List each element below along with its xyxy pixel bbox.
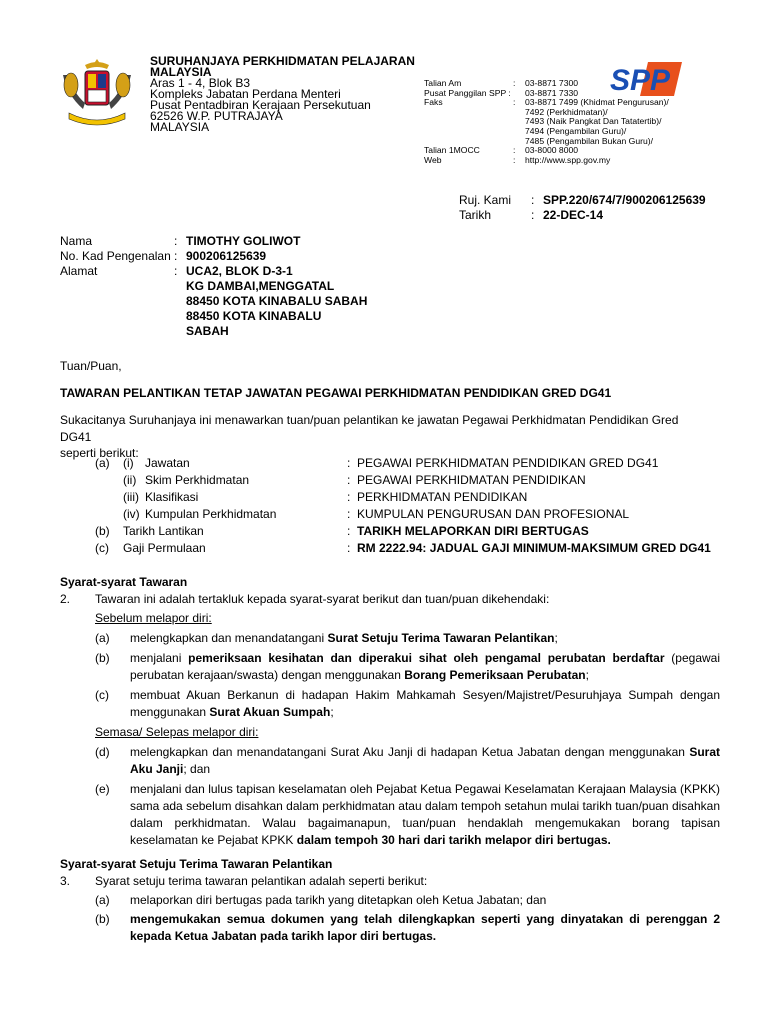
detail-letter: (a) bbox=[95, 456, 110, 470]
colon: : bbox=[174, 234, 178, 248]
address-line: KG DAMBAI,MENGGATAL bbox=[186, 279, 335, 293]
detail-roman: (i) bbox=[123, 456, 134, 470]
detail-roman: (ii) bbox=[123, 473, 137, 487]
list-item bbox=[95, 744, 720, 778]
item-text: membuat Akuan Berkanun di hadapan Hakim Mahkamah Sesyen/Majistret/Pesuruhjaya Sumpah dengan menggunakan Surat Akuan Sumpah; bbox=[130, 688, 720, 719]
contact-value: 03-8000 8000 bbox=[525, 145, 579, 156]
contact-label bbox=[424, 108, 513, 118]
recipient-row bbox=[60, 294, 367, 309]
contact-label bbox=[424, 117, 513, 127]
contact-value: 7493 (Naik Pangkat Dan Tatatertib)/ bbox=[525, 116, 662, 127]
colon: : bbox=[347, 490, 351, 504]
contact-value: 7485 (Pengambilan Bukan Guru)/ bbox=[525, 135, 654, 146]
colon: : bbox=[174, 249, 178, 263]
recipient-name: TIMOTHY GOLIWOT bbox=[186, 234, 301, 248]
organisation-block bbox=[150, 56, 415, 133]
contact-value: 03-8871 7300 bbox=[525, 78, 579, 88]
item-text: menjalani pemeriksaan kesihatan dan diperakui sihat oleh pengamal perubatan berdaftar (pegawai perubatan kerajaan/swasta) dengan menggunakan Borang Pemeriksaan Perubatan; bbox=[130, 651, 721, 682]
colon: : bbox=[347, 456, 351, 470]
recipient-row bbox=[60, 279, 367, 294]
item-text: mengemukakan semua dokumen yang telah dilengkapkan seperti yang dinyatakan di perenggan 2 kepada Ketua Jabatan pada tarikh lapor diri bertugas. bbox=[130, 912, 720, 943]
salutation: Tuan/Puan, bbox=[60, 359, 122, 373]
item-text: melengkapkan dan menandatangani Surat Aku Janji di hadapan Ketua Jabatan dengan menggunakan Surat Aku Janji; dan bbox=[130, 745, 720, 776]
address-line: MALAYSIA bbox=[150, 120, 210, 134]
paragraph-number: 2. bbox=[60, 592, 71, 606]
contact-row bbox=[424, 156, 669, 166]
ic-number: 900206125639 bbox=[186, 249, 267, 263]
contact-label bbox=[424, 127, 513, 137]
recipient-row bbox=[60, 234, 367, 249]
contact-label: Faks bbox=[424, 97, 443, 108]
detail-letter: (b) bbox=[95, 524, 110, 538]
section-2 bbox=[60, 574, 720, 849]
contact-sep bbox=[513, 127, 525, 137]
recipient-row bbox=[60, 264, 367, 279]
detail-value: PEGAWAI PERKHIDMATAN PENDIDIKAN GRED DG41 bbox=[357, 456, 659, 470]
detail-label: Gaji Permulaan bbox=[123, 541, 206, 555]
date-label: Tarikh bbox=[459, 208, 492, 222]
malaysia-coat-of-arms-icon bbox=[55, 55, 139, 131]
numbered-paragraph bbox=[60, 591, 720, 608]
ref-row bbox=[459, 208, 706, 223]
contact-sep: : bbox=[513, 145, 516, 156]
subsection-heading: Semasa/ Selepas melapor diri: bbox=[95, 725, 259, 739]
address-line: UCA2, BLOK D-3-1 bbox=[186, 264, 293, 278]
contact-label: Web bbox=[424, 154, 442, 165]
contact-label: Talian 1MOCC bbox=[424, 145, 480, 156]
recipient-row bbox=[60, 324, 367, 339]
item-letter: (b) bbox=[95, 912, 110, 926]
detail-value: TARIKH MELAPORKAN DIRI BERTUGAS bbox=[357, 524, 589, 538]
contact-value: 7492 (Perkhidmatan)/ bbox=[525, 106, 608, 117]
address-line: Pusat Pentadbiran Kerajaan Persekutuan bbox=[150, 98, 371, 112]
detail-letter bbox=[95, 489, 123, 506]
recipient-block bbox=[60, 234, 367, 339]
paragraph-text: Syarat setuju terima tawaran pelantikan adalah seperti berikut: bbox=[95, 874, 428, 888]
detail-label: Jawatan bbox=[145, 456, 190, 470]
item-letter: (a) bbox=[95, 631, 110, 645]
name-label: Nama bbox=[60, 234, 93, 248]
colon: : bbox=[174, 264, 178, 278]
item-letter: (a) bbox=[95, 893, 110, 907]
detail-label: Skim Perkhidmatan bbox=[145, 473, 250, 487]
contact-label: Talian Am bbox=[424, 78, 462, 88]
contact-value: http://www.spp.gov.my bbox=[525, 154, 611, 165]
ref-colon: : bbox=[531, 193, 535, 207]
detail-row bbox=[95, 472, 711, 489]
paragraph-number: 3. bbox=[60, 874, 71, 888]
contact-sep: : bbox=[513, 154, 516, 165]
appointment-details bbox=[95, 455, 711, 557]
colon: : bbox=[347, 473, 351, 487]
item-letter: (d) bbox=[95, 745, 110, 759]
reference-block bbox=[459, 193, 706, 223]
list-item bbox=[95, 687, 720, 721]
section-heading: Syarat-syarat Tawaran bbox=[60, 575, 188, 589]
detail-roman: (iii) bbox=[123, 490, 139, 504]
detail-letter bbox=[95, 472, 123, 489]
org-name: SURUHANJAYA PERKHIDMATAN PELAJARAN bbox=[150, 54, 415, 68]
address-label: Alamat bbox=[60, 264, 98, 278]
contact-value: 03-8871 7499 (Khidmat Pengurusan)/ bbox=[525, 97, 669, 108]
contact-sep: : bbox=[513, 78, 516, 88]
recipient-row bbox=[60, 309, 367, 324]
numbered-paragraph bbox=[60, 873, 720, 890]
date-value: 22-DEC-14 bbox=[543, 208, 604, 222]
detail-value: RM 2222.94: JADUAL GAJI MINIMUM-MAKSIMUM GRED DG41 bbox=[357, 541, 711, 555]
contact-sep bbox=[513, 108, 525, 118]
list-item bbox=[95, 781, 720, 849]
ic-label: No. Kad Pengenalan bbox=[60, 249, 171, 263]
logo-text: SPP bbox=[610, 64, 671, 97]
contact-value: 03-8871 7330 bbox=[525, 87, 579, 98]
item-letter: (c) bbox=[95, 688, 109, 702]
item-text: melengkapkan dan menandatangani Surat Setuju Terima Tawaran Pelantikan; bbox=[130, 631, 558, 645]
detail-row bbox=[95, 489, 711, 506]
contact-sep: : bbox=[513, 97, 516, 108]
detail-roman: (iv) bbox=[123, 507, 140, 521]
ref-colon: : bbox=[531, 208, 535, 222]
detail-value: PERKHIDMATAN PENDIDIKAN bbox=[357, 490, 528, 504]
detail-label: Kumpulan Perkhidmatan bbox=[145, 507, 277, 521]
contact-sep bbox=[513, 117, 525, 127]
colon: : bbox=[347, 507, 351, 521]
org-name-country: MALAYSIA bbox=[150, 65, 212, 79]
item-text: melaporkan diri bertugas pada tarikh yang ditetapkan oleh Ketua Jabatan; dan bbox=[130, 893, 547, 907]
section-heading: Syarat-syarat Setuju Terima Tawaran Pelantikan bbox=[60, 857, 333, 871]
address-line: 88450 KOTA KINABALU bbox=[186, 309, 322, 323]
item-text: menjalani dan lulus tapisan keselamatan oleh Pejabat Ketua Pegawai Keselamatan Kerajaan Malaysia (KPKK) sama ada sebelum disahkan dalam perkhidmatan atau dalam tempoh setahun mulai tarikh tuan/puan disahkan dalam perkhidmatan. Walau bagaimanapun, tuan/puan hendaklah mengemukakan borang tapisan keselamatan ke Pejabat KPKK dalam tempoh 30 hari dari tarikh melapor diri bertugas. bbox=[130, 782, 720, 847]
letter-subject: TAWARAN PELANTIKAN TETAP JAWATAN PEGAWAI PERKHIDMATAN PENDIDIKAN GRED DG41 bbox=[60, 386, 612, 400]
item-letter: (b) bbox=[95, 651, 110, 665]
detail-letter: (c) bbox=[95, 541, 109, 555]
detail-value: PEGAWAI PERKHIDMATAN PENDIDIKAN bbox=[357, 473, 586, 487]
colon: : bbox=[347, 541, 351, 555]
detail-letter bbox=[95, 506, 123, 523]
detail-row bbox=[95, 455, 711, 472]
list-item bbox=[95, 650, 720, 684]
list-item bbox=[95, 892, 720, 909]
detail-value: KUMPULAN PENGURUSAN DAN PROFESIONAL bbox=[357, 507, 630, 521]
subsection-heading: Sebelum melapor diri: bbox=[95, 611, 212, 625]
detail-row bbox=[95, 523, 711, 540]
detail-label: Tarikh Lantikan bbox=[123, 524, 204, 538]
spp-logo bbox=[608, 60, 684, 100]
ref-row bbox=[459, 193, 706, 208]
intro-line: Sukacitanya Suruhanjaya ini menawarkan tuan/puan pelantikan ke jawatan Pegawai Perkhidmatan Pendidikan Gred DG41 bbox=[60, 413, 679, 444]
address-line: Kompleks Jabatan Perdana Menteri bbox=[150, 87, 341, 101]
item-letter: (e) bbox=[95, 782, 110, 796]
colon: : bbox=[347, 524, 351, 538]
paragraph-text: Tawaran ini adalah tertakluk kepada syarat-syarat berikut dan tuan/puan dikehendaki: bbox=[95, 592, 550, 606]
address-line: Aras 1 - 4, Blok B3 bbox=[150, 76, 251, 90]
address-line: 88450 KOTA KINABALU SABAH bbox=[186, 294, 368, 308]
ref-number: SPP.220/674/7/900206125639 bbox=[543, 193, 706, 207]
contact-label: Pusat Panggilan SPP : bbox=[424, 87, 511, 98]
address-line: SABAH bbox=[186, 324, 229, 338]
intro-line: seperti berikut: bbox=[60, 446, 139, 460]
detail-row bbox=[95, 506, 711, 523]
section-3 bbox=[60, 856, 720, 945]
detail-row bbox=[95, 540, 711, 557]
address-line: 62526 W.P. PUTRAJAYA bbox=[150, 109, 283, 123]
recipient-row bbox=[60, 249, 367, 264]
list-item bbox=[95, 911, 720, 945]
detail-label: Klasifikasi bbox=[145, 490, 199, 504]
contact-value: 7494 (Pengambilan Guru)/ bbox=[525, 125, 627, 136]
ref-label: Ruj. Kami bbox=[459, 193, 512, 207]
list-item bbox=[95, 630, 720, 647]
